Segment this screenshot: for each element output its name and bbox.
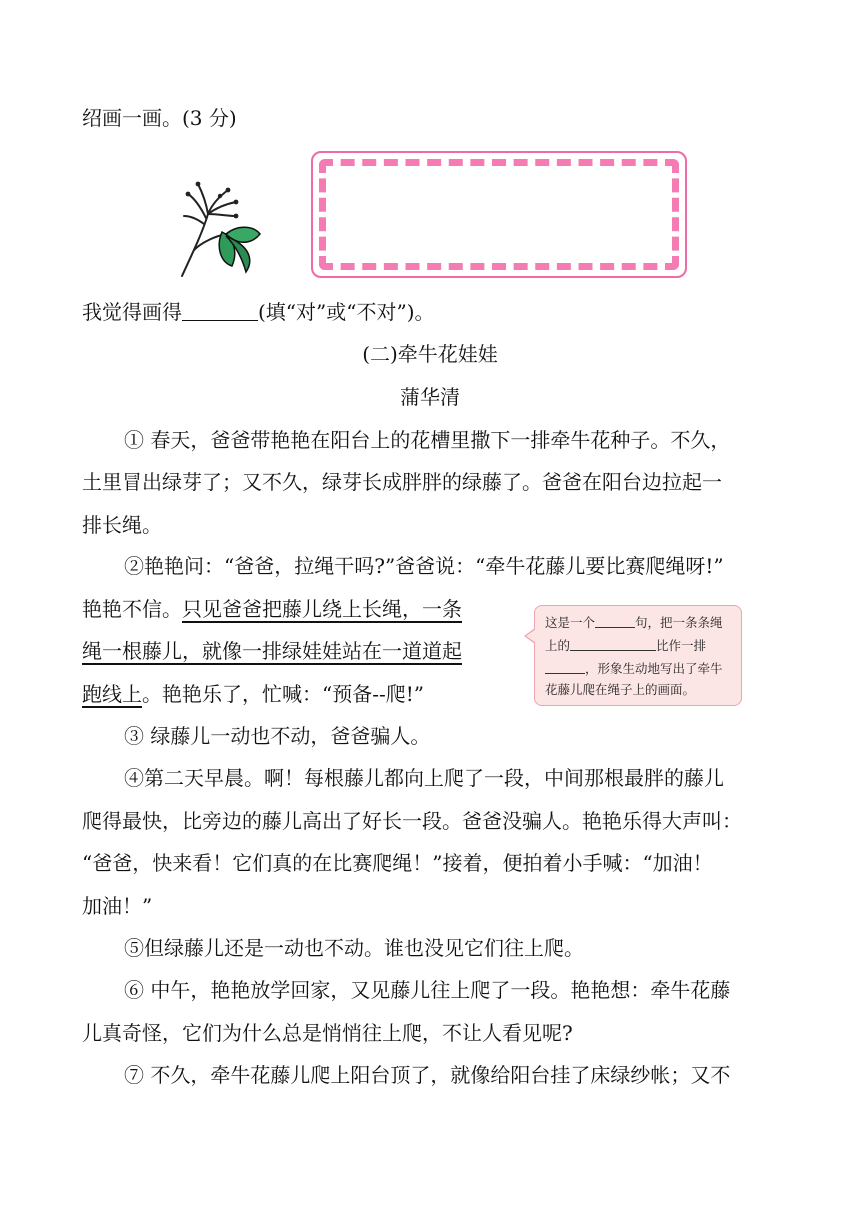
judge-answer-blank[interactable] [182,302,258,321]
callout-text: 比作一排 [656,638,707,653]
callout-pointer [524,628,535,644]
paragraph-4-line-4: 加油！” [82,894,153,918]
callout-text: 句，把一条条绳 [635,615,723,630]
paragraph-3: ③ 绿藤儿一动也不动，爸爸骗人。 [124,724,431,748]
callout-text: 这是一个 [545,615,596,630]
callout-blank-2[interactable] [570,638,656,651]
callout-text: ，形象生动地写出了牵牛 [585,661,723,676]
callout-line-1 [545,615,723,630]
callout-line-3 [545,661,723,676]
callout-blank-1[interactable] [595,615,635,628]
paragraph-1-line-3: 排长绳。 [82,513,162,537]
underlined-sentence-part-3: 跑线上 [82,682,142,706]
callout-line-2 [545,638,706,653]
paragraph-4-line-3: “爸爸，快来看！它们真的在比赛爬绳！”接着，便拍着小手喊：“加油！ [82,851,713,875]
paragraph-2-line-1: ②艳艳问：“爸爸，拉绳干吗?”爸爸说：“牵牛花藤儿要比赛爬绳呀!” [124,554,724,578]
p2-plain-text: 艳艳不信。 [82,597,182,621]
underlined-sentence-part-2: 绳一根藤儿，就像一排绿娃娃站在一道道起 [82,639,462,663]
paragraph-2-line-3 [82,641,462,661]
paragraph-6-line-1: ⑥ 中午，艳艳放学回家，又见藤儿往上爬了一段。艳艳想：牵牛花藤 [124,978,731,1002]
paragraph-1-line-2: 土里冒出绿芽了；又不久，绿芽长成胖胖的绿藤了。爸爸在阳台边拉起一 [82,470,722,494]
p2-plain-end: 。艳艳乐了，忙喊：“预备--爬!” [142,682,425,706]
question-instruction: 绍画一画。(3 分) [82,106,237,130]
paragraph-2-line-2 [82,599,462,619]
judge-after: (填“对”或“不对”)。 [258,300,435,324]
judge-before: 我觉得画得 [82,300,182,324]
drawing-answer-box[interactable] [311,151,687,278]
paragraph-7-line-1: ⑦ 不久，牵牛花藤儿爬上阳台顶了，就像给阳台挂了床绿纱帐；又不 [124,1063,731,1087]
morning-glory-plant-image [176,176,262,278]
callout-text: 上的 [545,638,571,653]
callout-blank-3[interactable] [545,661,585,674]
callout-line-4: 花藤儿爬在绳子上的画面。 [545,682,696,697]
paragraph-4-line-1: ④第二天早晨。啊！每根藤儿都向上爬了一段，中间那根最胖的藤儿 [124,766,724,790]
annotation-callout [534,605,742,706]
paragraph-6-line-2: 儿真奇怪，它们为什么总是悄悄往上爬，不让人看见呢? [82,1021,573,1045]
section-title: (二)牵牛花娃娃 [362,342,498,366]
paragraph-4-line-2: 爬得最快，比旁边的藤儿高出了好长一段。爸爸没骗人。艳艳乐得大声叫： [82,809,742,833]
judge-line [82,302,435,322]
paragraph-1-line-1: ① 春天，爸爸带艳艳在阳台上的花槽里撒下一排牵牛花种子。不久， [124,428,731,452]
paragraph-2-line-4 [82,684,424,704]
paragraph-5: ⑤但绿藤儿还是一动也不动。谁也没见它们往上爬。 [124,936,584,960]
author-name: 蒲华清 [400,385,460,409]
underlined-sentence-part-1: 只见爸爸把藤儿绕上长绳，一条 [182,597,462,621]
